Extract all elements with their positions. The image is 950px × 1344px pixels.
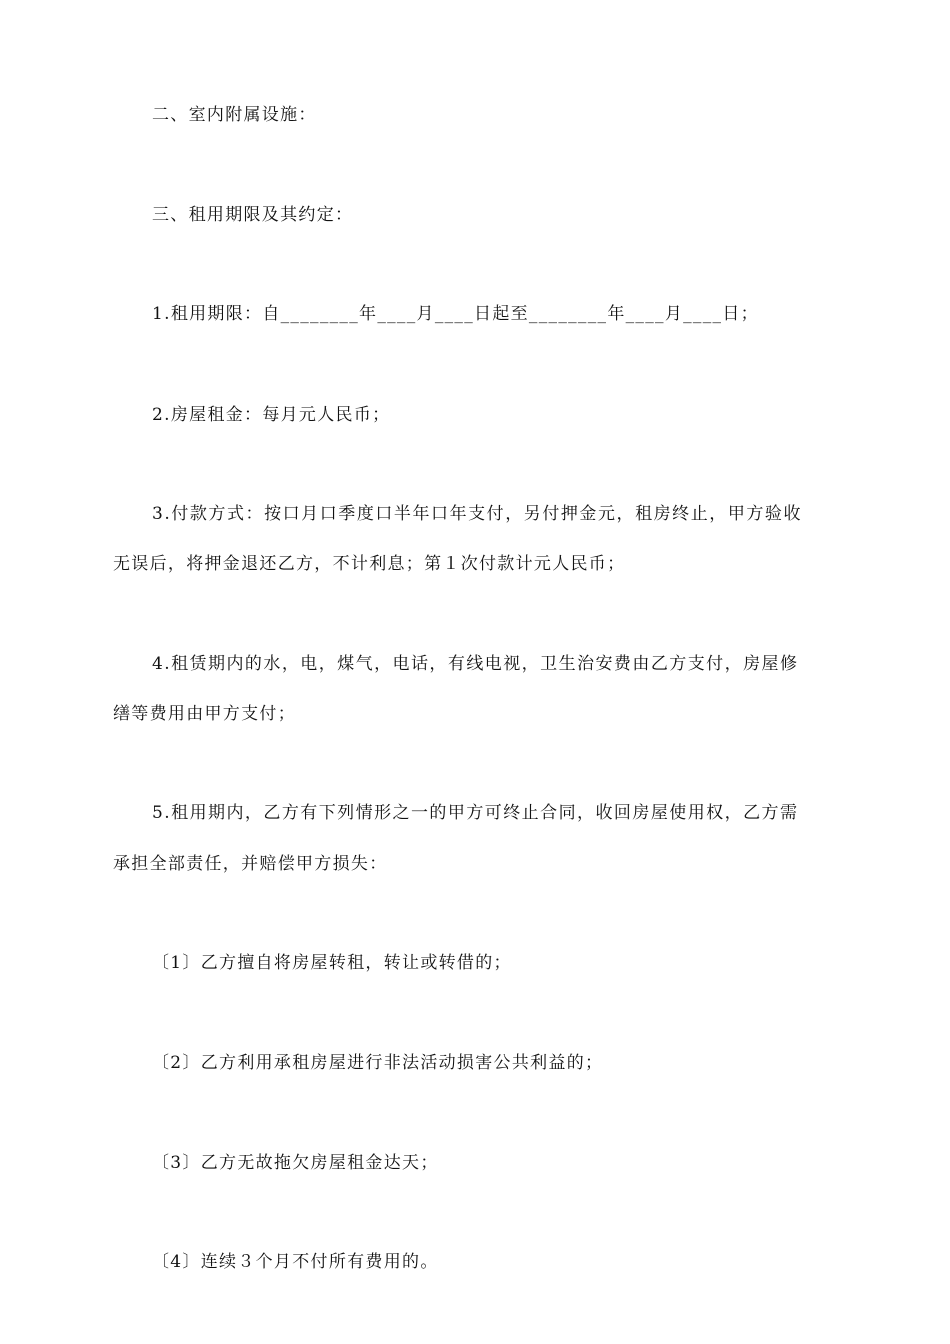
sub-clause-3: 〔3〕乙方无故拖欠房屋租金达天； [152, 1153, 439, 1173]
clause-2-rent: 2.房屋租金：每月元人民币； [152, 405, 391, 425]
sub-clause-1: 〔1〕乙方擅自将房屋转租，转让或转借的； [152, 953, 512, 973]
clause-1-lease-term: 1.租用期限：自________年____月____日起至________年____月____日； [152, 304, 759, 324]
clause-3-payment-line-2: 无误后，将押金退还乙方，不计利息；第１次付款计元人民币； [113, 554, 626, 574]
clause-5-termination-line-2: 承担全部责任，并赔偿甲方损失： [113, 854, 388, 874]
section-2-heading: 二、室内附属设施： [152, 105, 317, 125]
sub-clause-4: 〔4〕连续３个月不付所有费用的。 [152, 1252, 439, 1272]
clause-5-termination-line-1: 5.租用期内，乙方有下列情形之一的甲方可终止合同，收回房屋使用权，乙方需 [152, 803, 799, 823]
clause-4-utilities-line-1: 4.租赁期内的水，电，煤气，电话，有线电视，卫生治安费由乙方支付，房屋修 [152, 654, 799, 674]
clause-4-utilities-line-2: 缮等费用由甲方支付； [113, 704, 296, 724]
section-3-heading: 三、租用期限及其约定： [152, 205, 354, 225]
clause-3-payment-line-1: 3.付款方式：按口月口季度口半年口年支付，另付押金元，租房终止，甲方验收 [152, 504, 803, 524]
sub-clause-2: 〔2〕乙方利用承租房屋进行非法活动损害公共利益的； [152, 1053, 604, 1073]
